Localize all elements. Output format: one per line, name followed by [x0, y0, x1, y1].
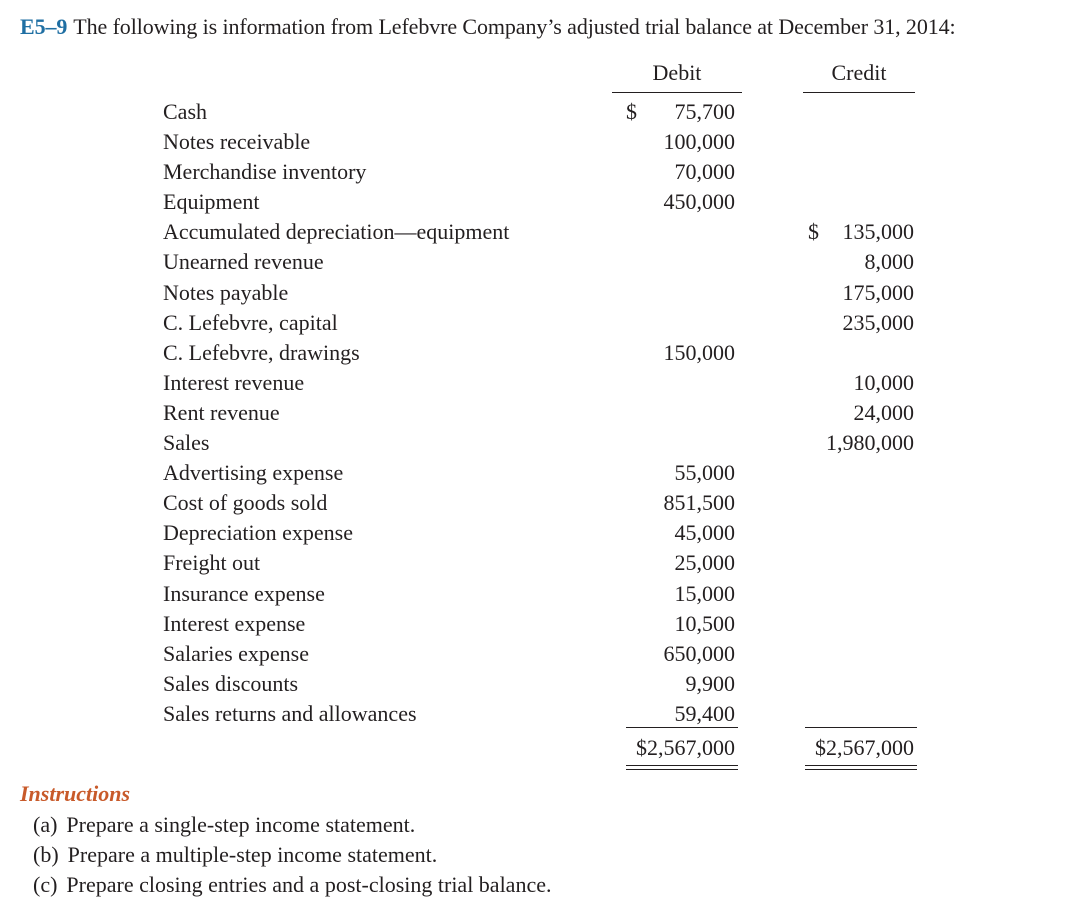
table-row	[0, 488, 1084, 518]
instructions-title: Instructions	[20, 781, 131, 806]
account-name: Sales discounts	[163, 670, 299, 696]
debit-amount: 650,000	[663, 640, 735, 666]
credit-dollar-sign: $	[808, 219, 819, 245]
account-name: Freight out	[163, 550, 261, 576]
table-row	[0, 187, 1084, 217]
instruction-text: Prepare closing entries and a post-closing trial balance.	[66, 872, 552, 897]
credit-amount: 10,000	[853, 369, 914, 395]
debit-amount: 70,000	[674, 159, 735, 185]
table-row	[0, 247, 1084, 277]
table-row	[0, 458, 1084, 488]
account-name: C. Lefebvre, capital	[163, 309, 338, 335]
credit-total-double-rule	[805, 765, 917, 770]
instruction-item-a	[33, 812, 415, 838]
credit-amount: 135,000	[842, 219, 914, 245]
debit-column-header: Debit	[612, 60, 742, 93]
credit-column-header: Credit	[803, 60, 915, 93]
exercise-number: E5–9	[20, 14, 68, 39]
account-name: Rent revenue	[163, 399, 280, 425]
account-name: Merchandise inventory	[163, 159, 367, 185]
debit-amount: 851,500	[663, 490, 735, 516]
trial-balance-table	[0, 97, 1084, 729]
credit-amount: 235,000	[842, 309, 914, 335]
account-name: Equipment	[163, 189, 260, 215]
instruction-text: Prepare a single-step income statement.	[66, 812, 416, 837]
debit-total-double-rule	[626, 765, 738, 770]
account-name: Cost of goods sold	[163, 490, 328, 516]
table-row	[0, 609, 1084, 639]
account-name: Interest revenue	[163, 369, 305, 395]
debit-dollar-sign: $	[626, 99, 637, 124]
table-row	[0, 157, 1084, 187]
table-row	[0, 308, 1084, 338]
account-name: Insurance expense	[163, 580, 325, 606]
debit-amount: 150,000	[663, 339, 735, 365]
credit-amount: 175,000	[842, 279, 914, 305]
debit-amount: 450,000	[663, 189, 735, 215]
table-row	[0, 368, 1084, 398]
debit-subtotal-rule	[626, 727, 738, 728]
exercise-heading	[20, 14, 956, 40]
exercise-text: The following is information from Lefebvre Company’s adjusted trial balance at December 31, 2014:	[73, 14, 956, 39]
account-name: Sales	[163, 430, 210, 456]
debit-amount: 15,000	[674, 580, 735, 606]
table-row	[0, 217, 1084, 247]
credit-amount: 8,000	[864, 249, 914, 275]
instruction-label: (a)	[33, 812, 58, 837]
table-row	[0, 278, 1084, 308]
table-row	[0, 398, 1084, 428]
account-name: Cash	[163, 99, 207, 124]
table-row	[0, 97, 1084, 127]
account-name: Sales returns and allowances	[163, 700, 417, 726]
instruction-item-c	[33, 872, 551, 898]
credit-amount: 1,980,000	[826, 430, 914, 456]
debit-amount: 59,400	[674, 700, 735, 726]
credit-subtotal-rule	[805, 727, 917, 728]
debit-amount: 9,900	[685, 670, 735, 696]
table-row	[0, 699, 1084, 729]
credit-total: $2,567,000	[815, 735, 914, 760]
account-name: Interest expense	[163, 610, 306, 636]
table-row	[0, 579, 1084, 609]
debit-amount: 25,000	[674, 550, 735, 576]
account-name: Depreciation expense	[163, 520, 353, 546]
debit-amount: 45,000	[674, 520, 735, 546]
debit-amount: 55,000	[674, 460, 735, 486]
instruction-label: (c)	[33, 872, 58, 897]
instruction-label: (b)	[33, 842, 59, 867]
table-row	[0, 428, 1084, 458]
table-row	[0, 669, 1084, 699]
instruction-text: Prepare a multiple-step income statement.	[67, 842, 438, 867]
account-name: Unearned revenue	[163, 249, 324, 275]
debit-amount: 10,500	[674, 610, 735, 636]
debit-total: $2,567,000	[636, 735, 735, 760]
account-name: Accumulated depreciation—equipment	[163, 219, 510, 245]
debit-amount: 75,700	[674, 99, 735, 124]
table-row	[0, 518, 1084, 548]
account-name: C. Lefebvre, drawings	[163, 339, 360, 365]
account-name: Notes payable	[163, 279, 289, 305]
credit-amount: 24,000	[853, 399, 914, 425]
account-name: Advertising expense	[163, 460, 344, 486]
table-row	[0, 338, 1084, 368]
table-row	[0, 639, 1084, 669]
table-row	[0, 127, 1084, 157]
debit-amount: 100,000	[663, 129, 735, 155]
instruction-item-b	[33, 842, 437, 868]
table-row	[0, 548, 1084, 578]
account-name: Notes receivable	[163, 129, 311, 155]
account-name: Salaries expense	[163, 640, 309, 666]
